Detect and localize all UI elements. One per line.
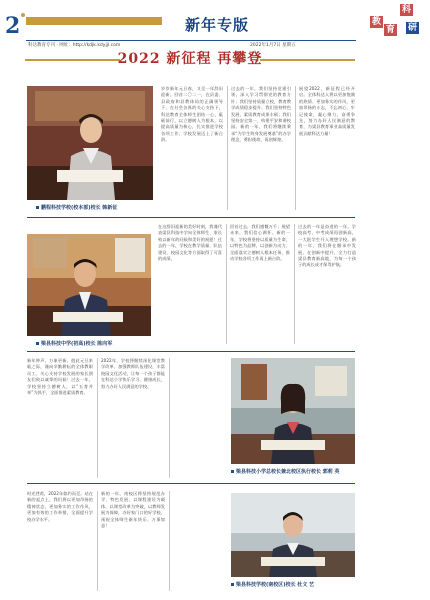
article-1-column-1: 岁岁新年元旦春，又至一年辞旧迎新。回首二〇二一，在县委、县政府和县教体局的正确领导下，在社会各界的关心支持下，科达教育全体师生团结一心、砥砺前行，以立德树人为根本，以提高质量为核心，扎实推进学校各项工作，学校发展迈上了新台阶。: [161, 86, 223, 143]
header-band: [26, 17, 170, 25]
principal-photo-4: [231, 493, 355, 577]
article-4-divider-1: [97, 491, 98, 591]
banner-rule-right: [260, 59, 355, 61]
article-3-column-2: 2022年，学校将继续深化课堂教学改革，加强教师队伍建设，丰富校园文化活动，让每一个孩子都能在科达小学快乐学习、健康成长，努力办好人民满意的学校。: [101, 358, 165, 389]
article-4-divider-2: [169, 491, 170, 591]
photo-2-caption: 梁县科技中学(初高)校长 陈向军: [36, 340, 112, 347]
article-1-divider-2: [295, 86, 296, 210]
headline-title: 2022 新征程 再攀登: [117, 51, 263, 67]
photo-4-illustration: [231, 493, 355, 577]
seal-char-3: 科: [402, 5, 412, 15]
photo-3-illustration: [231, 358, 355, 464]
section-title: 新年专版: [162, 14, 272, 35]
page-header: [0, 0, 430, 48]
article-4-column-2: 新的一年，南校区将坚持规范办学、特色发展，以课程建设为载体，以课堂改革为突破，以教师发展为保障，办好家门口的好学校。预祝全体师生新年快乐、万事如意！: [101, 491, 165, 529]
page-number-dot: [21, 13, 25, 17]
article-3-divider-2: [169, 358, 170, 478]
seal-char-2: 育: [386, 25, 396, 35]
article-2-column-2: 回首过去，我们感慨万千；展望未来，我们信心满怀。新的一年，学校将坚持以质量为生命，以特色为品牌，以创新为动力，全面落实立德树人根本任务，推动学校各项工作再上新台阶。: [230, 224, 290, 262]
header-date: 2022年1月7日 星期五: [250, 43, 296, 48]
principal-photo-3: [231, 358, 355, 464]
article-1-divider-1: [227, 86, 228, 210]
article-2-divider-1: [226, 224, 227, 344]
article-2-divider-2: [294, 224, 295, 344]
article-2-column-3: 过去的一年是奋进的一年。学校高考、中考成绩再创新高，一大批学生升入理想学校。新的一年，我们将在继承中发展，在创新中提升，全力打造梁县教育新高地，为每一个孩子的成长成才保驾护航。: [298, 224, 356, 268]
photo-4-caption: 梁县科技学校(南校区)校长 杜文 艺: [231, 581, 314, 588]
seal-char-4: 研: [408, 23, 418, 33]
principal-photo-1: [27, 86, 153, 200]
photo-1-illustration: [27, 86, 153, 200]
header-left-info: 科达教育专刊 · 网址：http://kdjk.kdyjjl.com: [28, 43, 121, 48]
section-divider-3: [27, 483, 355, 484]
principal-photo-2: [27, 234, 151, 336]
photo-2-illustration: [27, 234, 151, 336]
headline-banner: [25, 51, 355, 68]
page-number: 2: [5, 13, 21, 39]
seal-char-1: 教: [372, 17, 382, 27]
article-4-column-1: 时光荏苒，2022年如约而至。站在新的起点上，我们将以更加昂扬的精神状态，更加务实的工作作风，更加有效的工作举措，全面提升学校办学水平。: [27, 491, 93, 522]
article-1-column-2: 过去的一年，我们坚持党建引领，深入学习贯彻党的教育方针；我们坚持质量立校，教育教学成绩稳步提升；我们坚持特色发展，素质教育成果丰硕；我们坚持安全第一，构建平安和谐校园。新的一年，我们将继续秉承“为学生终身发展奠基”的办学理念，勇担使命，再创辉煌。: [231, 86, 291, 143]
header-rule: [26, 40, 356, 41]
section-divider-2: [27, 351, 355, 352]
photo-3-caption: 梁县科技小学总校长兼北校区执行校长 郭莉 英: [231, 468, 339, 475]
masthead-seal: [370, 2, 426, 38]
article-2-column-1: 在这辞旧迎新的美好时刻，我谨代表梁县科技中学向全体师生、家长致以新年的问候和美好的祝愿！过去的一年，学校在教学质量、队伍建设、校园文化等方面取得了可喜的成绩。: [158, 224, 222, 262]
article-3-column-1: 新年钟声，万象更新。值此元旦来临之际，谨向辛勤耕耘的全体教职员工、关心支持学校发展的家长朋友们致以诚挚的问候！过去一年，学校坚持立德树人，以“五育并举”为抓手，全面推进素质教育。: [27, 358, 93, 396]
article-1-column-3: 展望2022，新征程已经开启。全体科达人将以更加饱满的热情、更加务实的作风、更加昂扬的斗志，不忘初心，牢记使命，凝心聚力，奋勇争先，努力办好人民满意的教育，为梁县教育事业高质量发展贡献科达力量！: [299, 86, 355, 136]
article-3-divider-1: [97, 358, 98, 478]
photo-1-caption: 鹏程科技学校(校本部)校长 韩新征: [36, 204, 117, 211]
banner-rule-left: [25, 59, 120, 61]
section-divider-1: [27, 217, 355, 218]
